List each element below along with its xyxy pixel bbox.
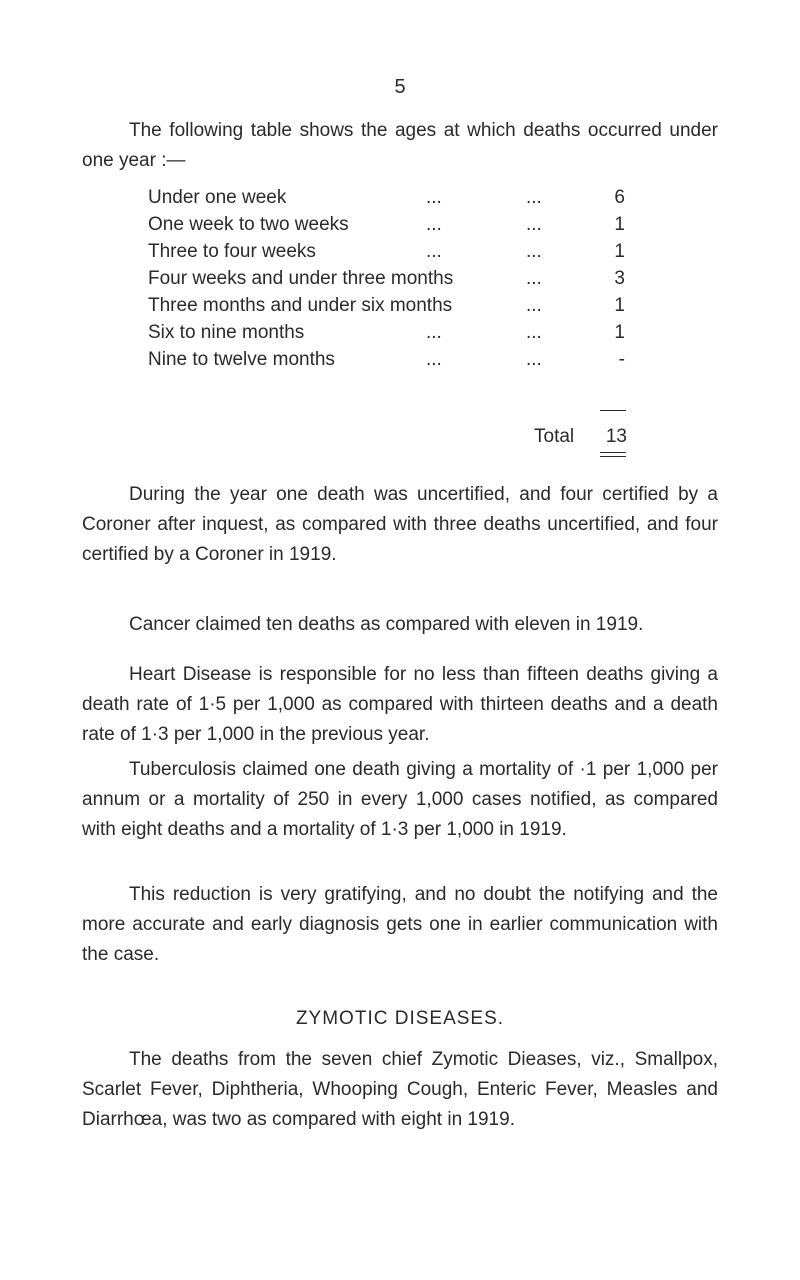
heart-disease-paragraph: Heart Disease is responsible for no less than fifteen deaths giving a death rate of 1·5 per 1,000 as compared with thirteen deaths and a death rate of 1·3 per 1,000 in the previous year. (82, 664, 718, 745)
reduction-paragraph: This reduction is very gratifying, and no doubt the notifying and the more accurate and early diagnosis gets one in earlier communication with the case. (82, 884, 718, 965)
age-label: Under one week (148, 187, 287, 208)
total-double-rule (600, 452, 626, 457)
table-row (148, 346, 628, 373)
zymotic-paragraph: The deaths from the seven chief Zymotic Dieases, viz., Smallpox, Scarlet Fever, Diphtheria, Whooping Cough, Enteric Fever, Measles and Diarrhœa, was two as compared with eight in 1919. (82, 1049, 718, 1130)
table-row (148, 292, 628, 319)
table-row (148, 265, 628, 292)
leader-dots: ... (426, 214, 442, 235)
leader-dots: ... (426, 349, 442, 370)
age-count: 1 (614, 241, 625, 262)
leader-dots: ... (426, 187, 442, 208)
leader-dots: ... (526, 295, 542, 316)
leader-dots: ... (526, 322, 542, 343)
total-value: 13 (605, 426, 627, 447)
age-table (148, 184, 628, 373)
age-count: 6 (614, 187, 625, 208)
age-count: - (618, 349, 625, 370)
section-heading-zymotic: ZYMOTIC DISEASES. (295, 1008, 505, 1029)
age-label: Nine to twelve months (148, 349, 335, 370)
total-label: Total (534, 426, 575, 447)
table-row (148, 238, 628, 265)
age-label: One week to two weeks (148, 214, 349, 235)
age-label: Six to nine months (148, 322, 305, 343)
leader-dots: ... (526, 214, 542, 235)
certified-paragraph: During the year one death was uncertified, and four certified by a Coroner after inquest, as compared with three deaths uncertified, and four certified by a Coroner in 1919. (82, 484, 718, 565)
leader-dots: ... (426, 322, 442, 343)
table-row (148, 211, 628, 238)
leader-dots: ... (526, 241, 542, 262)
age-label: Four weeks and under three months (148, 268, 454, 289)
table-row (148, 319, 628, 346)
cancer-paragraph: Cancer claimed ten deaths as compared with eleven in 1919. (129, 614, 644, 635)
tuberculosis-paragraph: Tuberculosis claimed one death giving a mortality of ·1 per 1,000 per annum or a mortality of 250 in every 1,000 cases notified, as compared with eight deaths and a mortality of 1·3 per 1,000 in 1919. (82, 759, 718, 840)
total-rule (600, 410, 626, 411)
age-count: 1 (614, 295, 625, 316)
age-label: Three to four weeks (148, 241, 316, 262)
age-count: 1 (614, 214, 625, 235)
intro-paragraph: The following table shows the ages at which deaths occurred under one year :— (82, 120, 718, 171)
age-count: 1 (614, 322, 625, 343)
page-number: 5 (394, 76, 406, 98)
age-count: 3 (614, 268, 625, 289)
leader-dots: ... (426, 241, 442, 262)
age-label: Three months and under six months (148, 295, 453, 316)
leader-dots: ... (526, 268, 542, 289)
leader-dots: ... (526, 187, 542, 208)
table-row (148, 184, 628, 211)
leader-dots: ... (526, 349, 542, 370)
